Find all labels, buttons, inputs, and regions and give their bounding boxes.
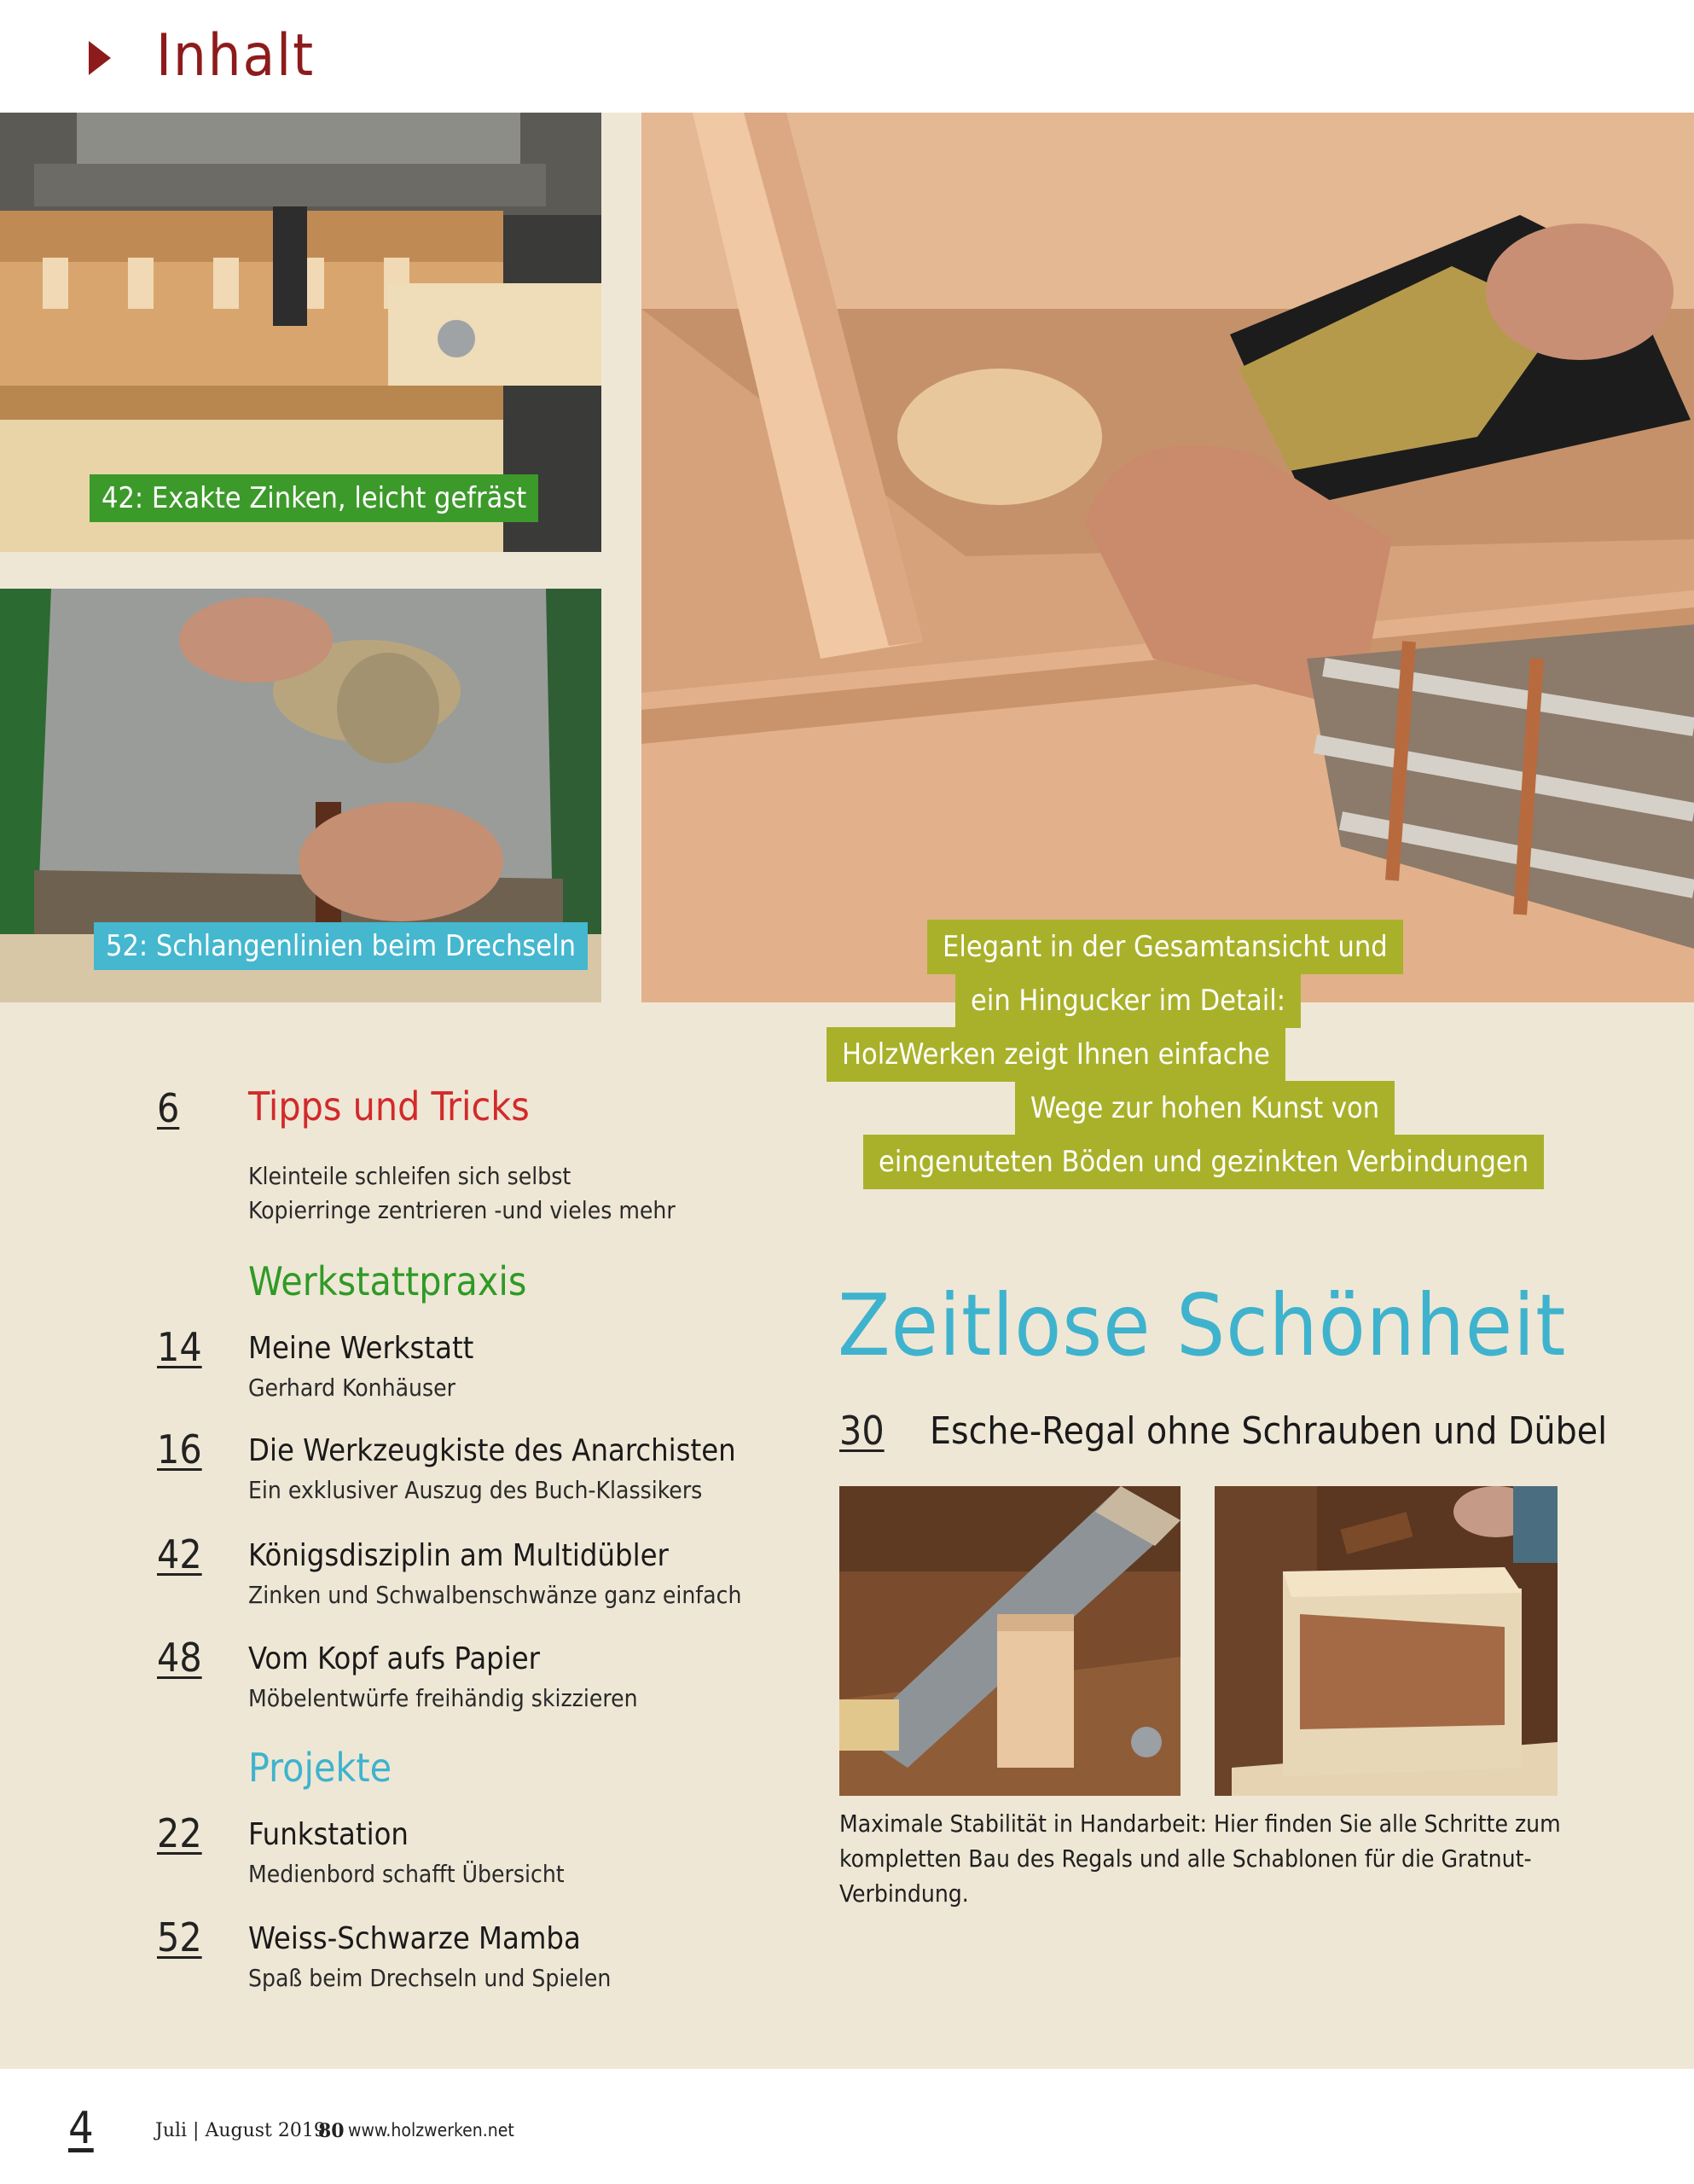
toc-entry-subtitle: Gerhard Konhäuser — [248, 1374, 455, 1402]
page-title: Inhalt — [156, 22, 316, 90]
feature-headline: Zeitlose Schönheit — [838, 1275, 1567, 1375]
section-heading-werkstattpraxis: Werkstattpraxis — [248, 1258, 527, 1304]
callout-line-4: Wege zur hohen Kunst von — [1015, 1081, 1395, 1136]
photo-saw-cut — [839, 1486, 1181, 1796]
toc-entry-title[interactable]: Die Werkzeugkiste des Anarchisten — [248, 1433, 736, 1468]
callout-line-1: Elegant in der Gesamtansicht und — [927, 920, 1403, 974]
toc-entry-title[interactable]: Vom Kopf aufs Papier — [248, 1641, 540, 1676]
toc-page-number[interactable]: 42 — [157, 1531, 202, 1577]
triangle-marker-icon — [89, 41, 111, 75]
toc-page-number[interactable]: 48 — [157, 1635, 202, 1681]
toc-page-number[interactable]: 22 — [157, 1810, 202, 1856]
photo-hand-plane — [641, 113, 1694, 1002]
footer-url[interactable]: www.holzwerken.net — [348, 2120, 514, 2140]
toc-page-number[interactable]: 52 — [157, 1914, 202, 1960]
callout-line-3: HolzWerken zeigt Ihnen einfache — [827, 1027, 1285, 1082]
photo-caption-dovetail: 42: Exakte Zinken, leicht gefräst — [90, 474, 538, 522]
toc-entry-title[interactable]: Funkstation — [248, 1817, 409, 1852]
section-heading-tipps: Tipps und Tricks — [248, 1083, 530, 1130]
tipps-line-1: Kleinteile schleifen sich selbst — [248, 1162, 571, 1190]
toc-entry-subtitle: Spaß beim Drechseln und Spielen — [248, 1964, 612, 1992]
toc-page-number[interactable]: 14 — [157, 1324, 202, 1370]
photo-caption-turning: 52: Schlangenlinien beim Drechseln — [94, 922, 588, 970]
tipps-line-2: Kopierringe zentrieren -und vieles mehr — [248, 1196, 676, 1224]
section-heading-projekte: Projekte — [248, 1745, 392, 1791]
footer-issue-number: 80 — [318, 2120, 345, 2142]
toc-entry-title[interactable]: Königsdisziplin am Multidübler — [248, 1538, 669, 1573]
photo-shelf-assembly — [1215, 1486, 1558, 1796]
toc-page-number[interactable]: 16 — [157, 1426, 202, 1472]
toc-entry-subtitle: Ein exklusiver Auszug des Buch-Klassikers — [248, 1476, 703, 1504]
footer-page-number: 4 — [68, 2103, 94, 2154]
toc-entry-title[interactable]: Meine Werkstatt — [248, 1331, 474, 1366]
callout-line-5: eingenuteten Böden und gezinkten Verbindungen — [863, 1135, 1544, 1189]
footer-issue: Juli | August 2019 — [155, 2120, 326, 2141]
toc-entry-subtitle: Möbelentwürfe freihändig skizzieren — [248, 1684, 638, 1712]
toc-entry-title[interactable]: Weiss-Schwarze Mamba — [248, 1921, 581, 1956]
feature-description: Maximale Stabilität in Handarbeit: Hier finden Sie alle Schritte zum kompletten Bau des Regals und alle Schablonen für die Gratnut-Verbindung. — [839, 1809, 1561, 1908]
feature-page-number[interactable]: 30 — [839, 1408, 885, 1454]
toc-entry-subtitle: Medienbord schafft Übersicht — [248, 1860, 565, 1888]
toc-page-number[interactable]: 6 — [157, 1085, 180, 1131]
toc-entry-subtitle: Zinken und Schwalbenschwänze ganz einfach — [248, 1581, 742, 1609]
callout-line-2: ein Hingucker im Detail: — [955, 973, 1301, 1028]
feature-title[interactable]: Esche-Regal ohne Schrauben und Dübel — [930, 1409, 1608, 1453]
